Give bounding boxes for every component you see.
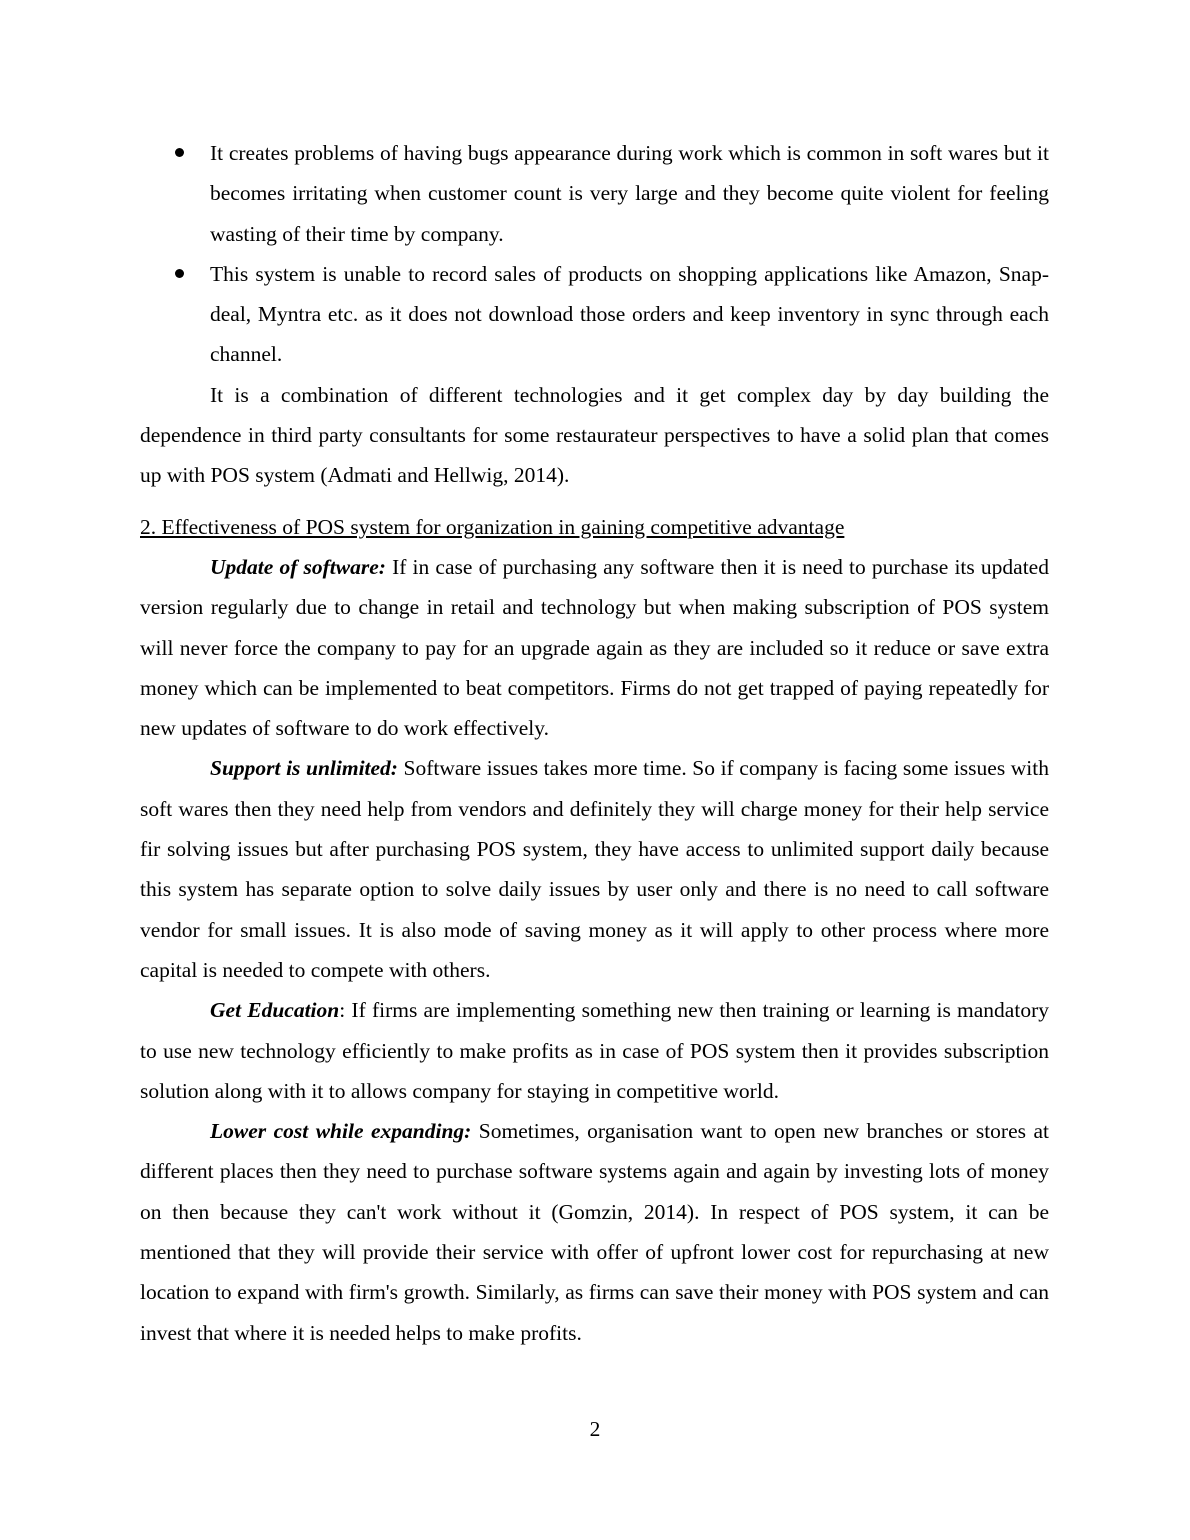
term-label: Get Education [210, 998, 340, 1023]
paragraph-lower-cost-while-expanding [140, 1111, 1049, 1353]
paragraph-text: : If firms are implementing something new then training or learning is mandatory to use new technology efficiently to make profits as in case of POS system then it provides subscription solution along with it to allows company for staying in competitive world. [140, 998, 1049, 1103]
paragraph-update-of-software [140, 547, 1049, 748]
paragraph-text: If in case of purchasing any software then it is need to purchase its updated version regularly due to change in retail and technology but when making subscription of POS system will never force the company to pay for an upgrade again as they are included so it reduce or save extra money which can be implemented to beat competitors. Firms do not get trapped of paying repeatedly for new updates of software to do work effectively. [140, 554, 1049, 741]
paragraph-support-is-unlimited [140, 748, 1049, 990]
bullet-icon [175, 148, 184, 157]
intro-paragraph: It is a combination of different technologies and it get complex day by day building the dependence in third party consultants for some restaurateur perspectives to have a solid plan that comes up with POS system (Admati and Hellwig, 2014). [140, 382, 1049, 488]
paragraph-text: Software issues takes more time. So if company is facing some issues with soft wares then they need help from vendors and definitely they will charge money for their help service fir solving issues but after purchasing POS system, they have access to unlimited support daily because this system has separate option to solve daily issues by user only and there is no need to call software vendor for small issues. It is also mode of saving money as it will apply to other process where more capital is needed to compete with others. [140, 756, 1049, 982]
paragraph-text: Sometimes, organisation want to open new branches or stores at different places then they need to purchase software systems again and again by investing lots of money on then because they can't work without it (Gomzin, 2014). In respect of POS system, it can be mentioned that they will provide their service with offer of upfront lower cost for repurchasing at new location to expand with firm's growth. Similarly, as firms can save their money with POS system and can invest that where it is needed helps to make profits. [140, 1119, 1049, 1345]
bullet-text: It creates problems of having bugs appearance during work which is common in soft wares but it becomes irritating when customer count is very large and they become quite violent for feeling wasting of their time by company. [210, 141, 1049, 246]
bullet-item [210, 254, 1049, 375]
section-heading: 2. Effectiveness of POS system for organization in gaining competitive advantage [140, 514, 845, 539]
document-page [140, 133, 1049, 1353]
bullet-item [210, 133, 1049, 254]
page-number: 2 [589, 1417, 601, 1441]
term-label: Update of software: [210, 554, 386, 579]
bullet-text: This system is unable to record sales of products on shopping applications like Amazon, Snap-deal, Myntra etc. as it does not download those orders and keep inventory in sync through each channel. [210, 261, 1049, 367]
term-label: Lower cost while expanding: [210, 1119, 472, 1144]
paragraph-get-education [140, 990, 1049, 1111]
term-label: Support is unlimited: [210, 756, 398, 781]
bullet-list [140, 133, 1049, 375]
bullet-icon [175, 269, 184, 278]
